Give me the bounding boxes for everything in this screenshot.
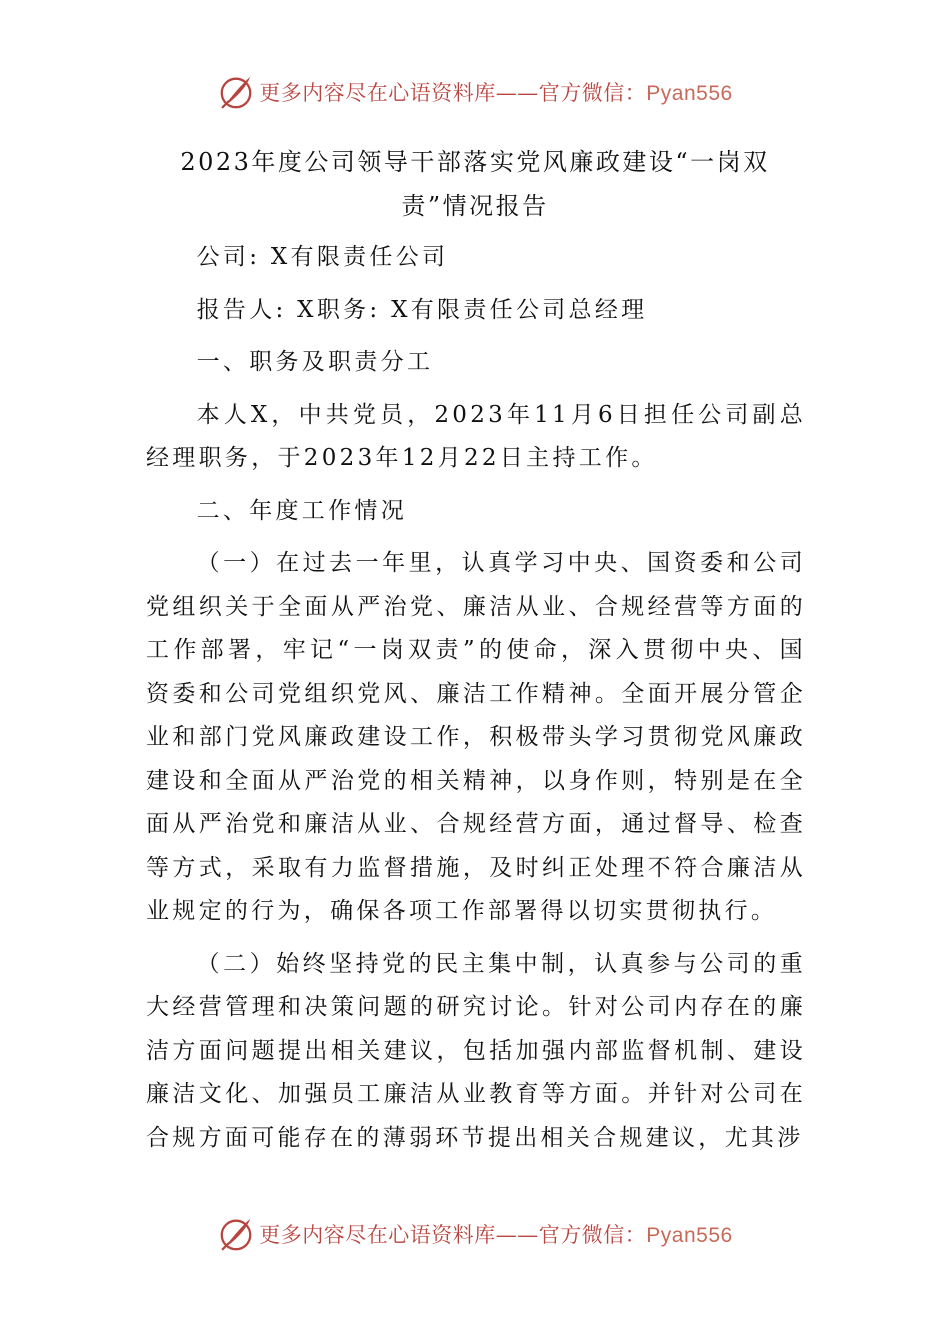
watermark-text xyxy=(259,1219,732,1249)
watermark-dash: —— xyxy=(495,1223,539,1247)
section2-heading: 二、年度工作情况 xyxy=(196,497,407,524)
section1-heading: 一、职务及职责分工 xyxy=(196,349,434,375)
watermark-wechat-account: Pyan556 xyxy=(646,1224,733,1247)
document-body xyxy=(146,236,806,1169)
watermark-wechat-account: Pyan556 xyxy=(646,82,733,105)
watermark-wechat-label: 官方微信： xyxy=(538,81,647,105)
quill-pen-logo-icon xyxy=(217,1215,255,1253)
watermark-text xyxy=(259,77,732,107)
watermark-site-name: 更多内容尽在心语资料库 xyxy=(259,1223,496,1247)
quill-pen-logo-icon xyxy=(217,73,255,111)
company-line: 公司: X有限责任公司 xyxy=(196,244,449,270)
watermark-banner-bottom xyxy=(0,1214,950,1254)
watermark-site-name: 更多内容尽在心语资料库 xyxy=(259,81,496,105)
section1-paragraph: 本人X，中共党员，2023年11月6日担任公司副总经理职务，于2023年12月22日主持工作。 xyxy=(146,401,806,471)
reporter-line: 报告人: X职务: X有限责任公司总经理 xyxy=(196,296,648,323)
section2-paragraph-2: （二）始终坚持党的民主集中制，认真参与公司的重大经营管理和决策问题的研究讨论。针对公司内存在的廉洁方面问题提出相关建议，包括加强内部监督机制、建设廉洁文化、加强员工廉洁从业教育等方面。并针对公司在合规方面可能存在的薄弱环节提出相关合规建议，尤其涉 xyxy=(146,950,806,1151)
watermark-banner-top xyxy=(0,72,950,112)
watermark-dash: —— xyxy=(495,81,539,105)
watermark-wechat-label: 官方微信： xyxy=(538,1223,647,1247)
document-title: 2023年度公司领导干部落实党风廉政建设“一岗双责”情况报告 xyxy=(180,148,770,220)
section2-paragraph-1: （一）在过去一年里，认真学习中央、国资委和公司党组织关于全面从严治党、廉洁从业、合规经营等方面的工作部署，牢记“一岗双责”的使命，深入贯彻中央、国资委和公司党组织党风、廉洁工作精神。全面开展分管企业和部门党风廉政建设工作，积极带头学习贯彻党风廉政建设和全面从严治党的相关精神，以身作则，特别是在全面从严治党和廉洁从业、合规经营方面，通过督导、检查等方式，采取有力监督措施，及时纠正处理不符合廉洁从业规定的行为，确保各项工作部署得以切实贯彻执行。 xyxy=(146,550,806,924)
